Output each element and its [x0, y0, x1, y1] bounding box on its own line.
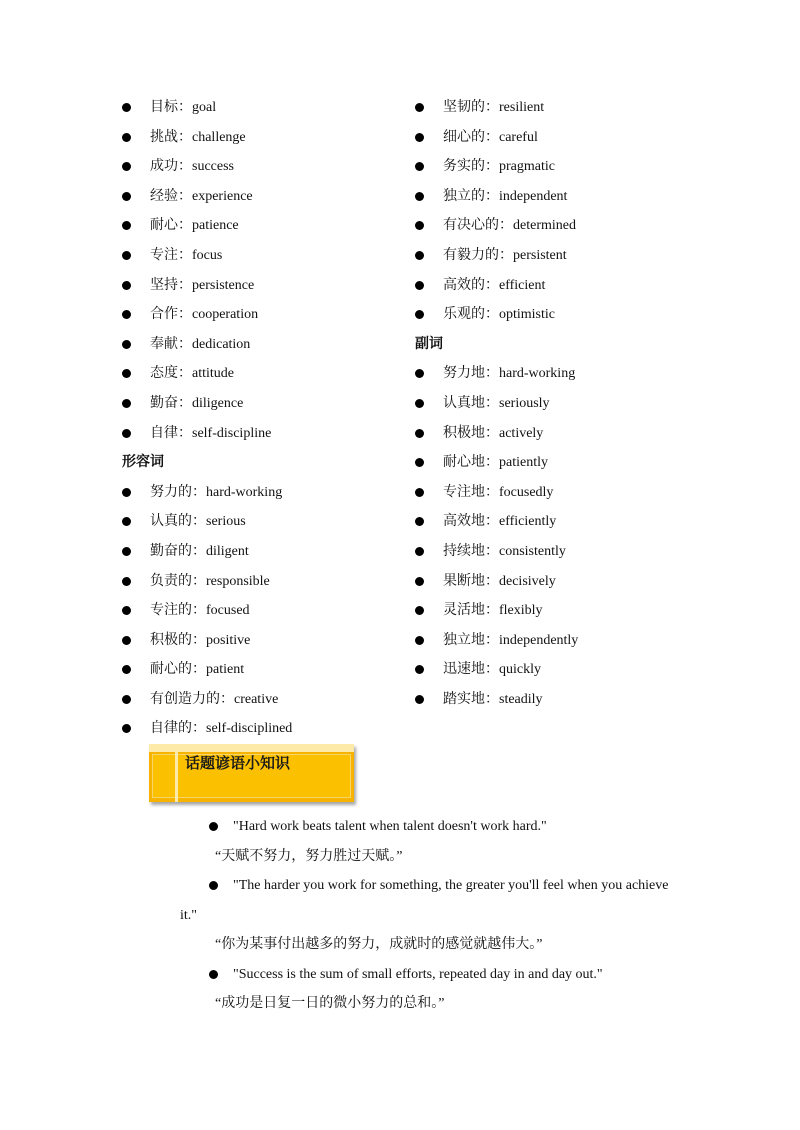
bullet-icon — [122, 429, 131, 438]
quote-english: "Success is the sum of small efforts, repeated day in and day out." — [180, 960, 680, 990]
list-item: 专注的：focused — [122, 596, 392, 626]
list-item: 独立地：independently — [415, 626, 715, 656]
list-item: 细心的：careful — [415, 123, 715, 153]
bullet-icon — [122, 221, 131, 230]
list-item: 自律：self-discipline — [122, 419, 392, 449]
list-item: 合作：cooperation — [122, 300, 392, 330]
list-item: 认真地：seriously — [415, 389, 715, 419]
list-item: 灵活地：flexibly — [415, 596, 715, 626]
list-item: 踏实地：steadily — [415, 685, 715, 715]
bullet-icon — [415, 281, 424, 290]
quote-chinese: “你为某事付出越多的努力，成就时的感觉就越伟大。” — [215, 937, 543, 952]
list-item: 坚韧的：resilient — [415, 93, 715, 123]
bullet-icon — [209, 881, 218, 890]
quotes-section — [180, 812, 680, 1019]
list-item: 经验：experience — [122, 182, 392, 212]
section-banner — [149, 744, 354, 802]
list-item: 专注地：focusedly — [415, 478, 715, 508]
quote-chinese: “天赋不努力，努力胜过天赋。” — [215, 848, 403, 864]
list-item: 挑战：challenge — [122, 123, 392, 153]
list-item: 负责的：responsible — [122, 567, 392, 597]
bullet-icon — [122, 724, 131, 733]
bullet-icon — [122, 488, 131, 497]
list-item: 积极地：actively — [415, 419, 715, 449]
bullet-icon — [415, 429, 424, 438]
bullet-icon — [415, 103, 424, 112]
quote-english: "The harder you work for something, the greater you'll feel when you achieve — [180, 871, 680, 901]
list-item: 有决心的：determined — [415, 211, 715, 241]
bullet-icon — [415, 192, 424, 201]
list-item: 耐心地：patiently — [415, 448, 715, 478]
list-item: 务实的：pragmatic — [415, 152, 715, 182]
bullet-icon — [122, 251, 131, 260]
list-item: 成功：success — [122, 152, 392, 182]
bullet-icon — [209, 822, 218, 831]
list-item: 高效的：efficient — [415, 271, 715, 301]
list-item: 高效地：efficiently — [415, 507, 715, 537]
list-item: 果断地：decisively — [415, 567, 715, 597]
right-column — [415, 93, 715, 714]
bullet-icon — [415, 162, 424, 171]
list-item: 努力的：hard-working — [122, 478, 392, 508]
left-column — [122, 93, 392, 744]
list-item: 奉献：dedication — [122, 330, 392, 360]
bullet-icon — [122, 192, 131, 201]
list-item: 迅速地：quickly — [415, 655, 715, 685]
bullet-icon — [415, 133, 424, 142]
bullet-icon — [415, 251, 424, 260]
bullet-icon — [122, 547, 131, 556]
bullet-icon — [415, 665, 424, 674]
quote-chinese: “成功是日复一日的微小努力的总和。” — [215, 996, 445, 1011]
bullet-icon — [415, 547, 424, 556]
bullet-icon — [122, 281, 131, 290]
list-item: 勤奋：diligence — [122, 389, 392, 419]
list-item: 努力地：hard-working — [415, 359, 715, 389]
bullet-icon — [415, 577, 424, 586]
bullet-icon — [209, 970, 218, 979]
list-item: 勤奋的：diligent — [122, 537, 392, 567]
bullet-icon — [122, 517, 131, 526]
bullet-icon — [415, 221, 424, 230]
bullet-icon — [122, 399, 131, 408]
list-item: 认真的：serious — [122, 507, 392, 537]
bullet-icon — [415, 310, 424, 319]
list-item: 持续地：consistently — [415, 537, 715, 567]
list-item: 有创造力的：creative — [122, 685, 392, 715]
list-item: 态度：attitude — [122, 359, 392, 389]
list-item: 专注：focus — [122, 241, 392, 271]
list-item: 积极的：positive — [122, 626, 392, 656]
list-item: 耐心的：patient — [122, 655, 392, 685]
bullet-icon — [415, 695, 424, 704]
section-heading-adjectives: 形容词 — [122, 454, 164, 471]
bullet-icon — [122, 162, 131, 171]
section-heading-adverbs: 副词 — [415, 335, 443, 352]
bullet-icon — [415, 636, 424, 645]
bullet-icon — [122, 606, 131, 615]
list-item: 有毅力的：persistent — [415, 241, 715, 271]
bullet-icon — [122, 577, 131, 586]
banner-title: 话题谚语小知识 — [185, 754, 291, 772]
bullet-icon — [122, 665, 131, 674]
bullet-icon — [122, 369, 131, 378]
quote-english-continuation: it." — [180, 907, 197, 923]
list-item: 耐心：patience — [122, 211, 392, 241]
bullet-icon — [122, 133, 131, 142]
banner-divider — [175, 744, 178, 802]
bullet-icon — [415, 399, 424, 408]
bullet-icon — [122, 636, 131, 645]
bullet-icon — [415, 517, 424, 526]
bullet-icon — [415, 488, 424, 497]
bullet-icon — [122, 695, 131, 704]
quote-english: "Hard work beats talent when talent doesn't work hard." — [180, 812, 680, 842]
list-item: 自律的：self-disciplined — [122, 714, 392, 744]
bullet-icon — [415, 458, 424, 467]
bullet-icon — [122, 103, 131, 112]
list-item: 坚持：persistence — [122, 271, 392, 301]
bullet-icon — [415, 369, 424, 378]
banner-highlight-strip — [149, 744, 354, 752]
list-item: 独立的：independent — [415, 182, 715, 212]
bullet-icon — [122, 340, 131, 349]
list-item: 目标：goal — [122, 93, 392, 123]
bullet-icon — [122, 310, 131, 319]
list-item: 乐观的：optimistic — [415, 300, 715, 330]
bullet-icon — [415, 606, 424, 615]
